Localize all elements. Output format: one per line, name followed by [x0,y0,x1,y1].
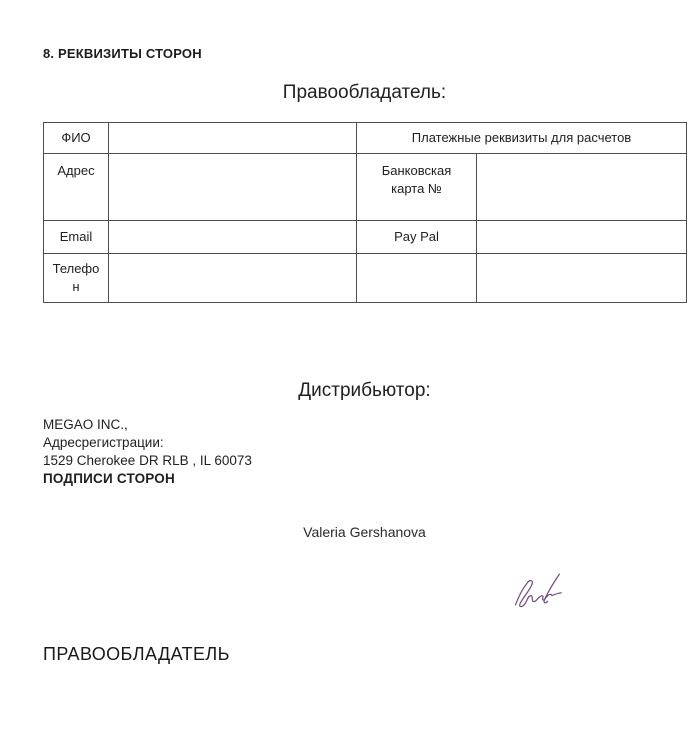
phone-right-label-cell [357,254,477,303]
section-heading: 8. РЕКВИЗИТЫ СТОРОН [43,46,202,61]
table-row-fio [44,123,687,154]
distributor-company-name: MEGAO INC., [43,417,128,432]
rightsholder-heading: Правообладатель: [282,82,447,103]
table-row-email [44,221,687,254]
paypal-label-cell: Pay Pal [357,221,477,254]
signatory-name: Valeria Gershanova [303,524,426,540]
footer-rightsholder-heading: ПРАВООБЛАДАТЕЛЬ [43,644,230,664]
fio-value-cell [109,123,357,154]
email-label-cell: Email [44,221,109,254]
fio-label-cell: ФИО [44,123,109,154]
payment-header-cell: Платежные реквизиты для расчетов [357,123,687,154]
address-value-cell [109,154,357,221]
bank-card-value-cell [477,154,687,221]
distributor-registration-label: Адресрегистрации: [43,435,164,450]
phone-label-cell: Телефон [44,254,109,303]
address-label-cell: Адрес [44,154,109,221]
email-value-cell [109,221,357,254]
distributor-address-line: 1529 Cherokee DR RLB , IL 60073 [43,453,252,468]
handwritten-signature-icon [508,568,564,612]
table-row-address [44,154,687,221]
paypal-value-cell [477,221,687,254]
phone-value-cell [109,254,357,303]
table-row-phone [44,254,687,303]
distributor-details-block [43,416,252,488]
signatures-heading: ПОДПИСИ СТОРОН [43,471,175,486]
distributor-heading: Дистрибьютор: [298,380,431,401]
requisites-table [43,122,687,303]
phone-right-value-cell [477,254,687,303]
bank-card-label-cell: Банковская карта № [357,154,477,221]
